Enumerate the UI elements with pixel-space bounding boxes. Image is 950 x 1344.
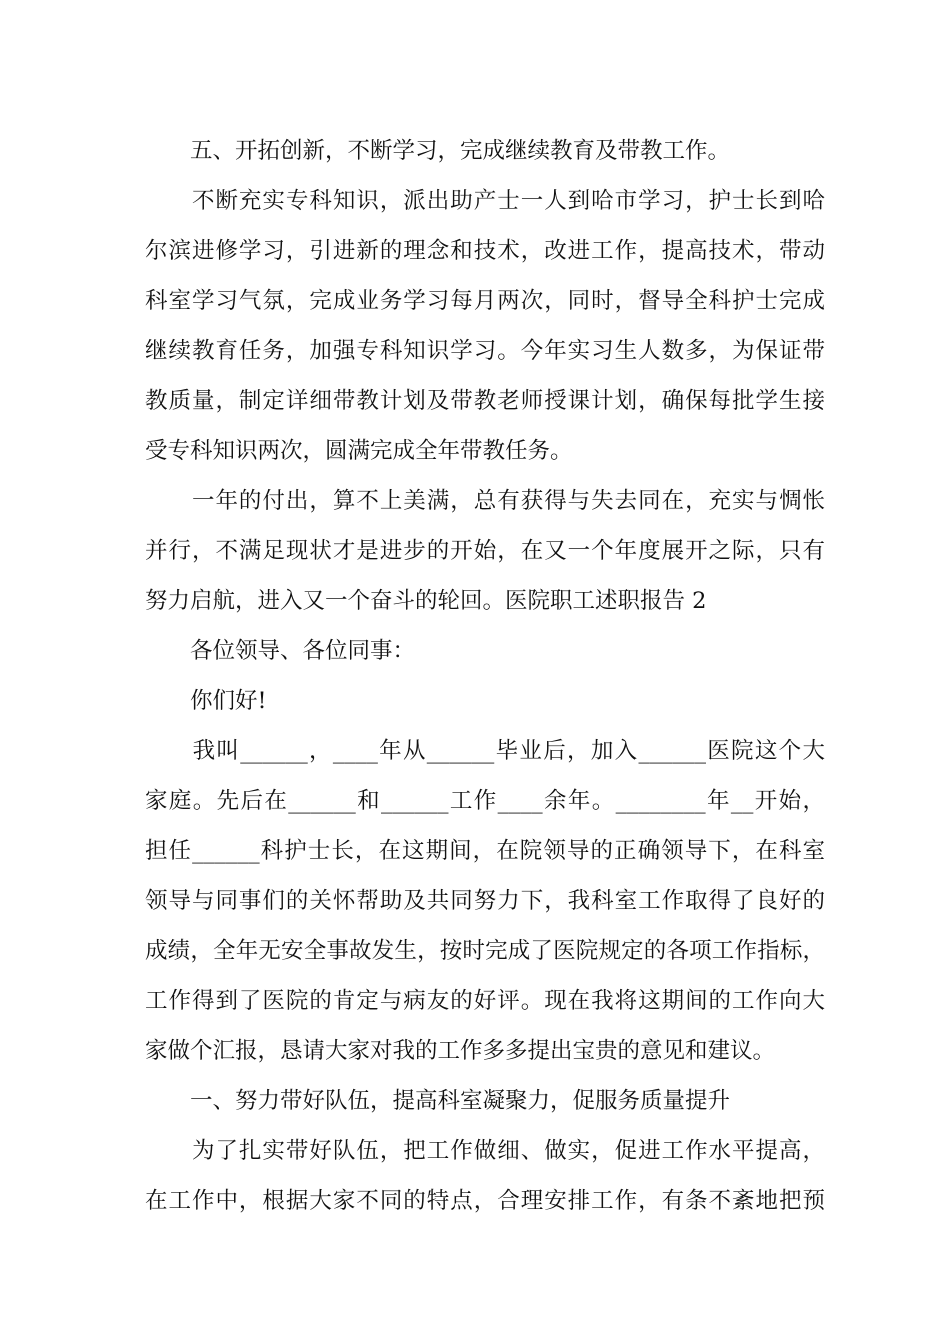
- paragraph-line: 为了扎实带好队伍，把工作做细、做实，促进工作水平提高，: [145, 1138, 825, 1164]
- paragraph-line: 领导与同事们的关怀帮助及共同努力下，我科室工作取得了良好的: [145, 888, 825, 914]
- paragraph-line: 一年的付出，算不上美满，总有获得与失去同在，充实与惆怅: [145, 488, 825, 514]
- greeting: 你们好!: [145, 688, 267, 714]
- paragraph-line: 并行，不满足现状才是进步的开始，在又一个年度展开之际，只有: [145, 538, 825, 564]
- paragraph-line: 成绩，全年无安全事故发生，按时完成了医院规定的各项工作指标，: [145, 938, 825, 964]
- paragraph-line: 我叫______，____年从______毕业后，加入______医院这个大: [145, 738, 825, 764]
- paragraph-line: 家做个汇报，恳请大家对我的工作多多提出宝贵的意见和建议。: [145, 1038, 776, 1064]
- section-heading: 一、努力带好队伍，提高科室凝聚力，促服务质量提升: [145, 1088, 731, 1114]
- paragraph-line: 继续教育任务，加强专科知识学习。今年实习生人数多，为保证带: [145, 338, 825, 364]
- salutation: 各位领导、各位同事：: [145, 638, 416, 664]
- paragraph-line: 努力启航，进入又一个奋斗的轮回。医院职工述职报告 2: [145, 588, 707, 614]
- paragraph-line: 尔滨进修学习，引进新的理念和技术，改进工作，提高技术，带动: [145, 238, 825, 264]
- paragraph-line: 在工作中，根据大家不同的特点，合理安排工作，有条不紊地把预: [145, 1188, 825, 1214]
- section-heading: 五、开拓创新，不断学习，完成继续教育及带教工作。: [145, 138, 731, 164]
- paragraph-line: 担任______科护士长，在这期间，在院领导的正确领导下，在科室: [145, 838, 825, 864]
- paragraph-line: 工作得到了医院的肯定与病友的好评。现在我将这期间的工作向大: [145, 988, 825, 1014]
- paragraph-line: 不断充实专科知识，派出助产士一人到哈市学习，护士长到哈: [145, 188, 825, 214]
- paragraph-line: 科室学习气氛，完成业务学习每月两次，同时，督导全科护士完成: [145, 288, 825, 314]
- paragraph-line: 家庭。先后在______和______工作____余年。________年__开始，: [145, 788, 825, 814]
- paragraph-line: 受专科知识两次，圆满完成全年带教任务。: [145, 438, 573, 464]
- paragraph-line: 教质量，制定详细带教计划及带教老师授课计划，确保每批学生接: [145, 388, 825, 414]
